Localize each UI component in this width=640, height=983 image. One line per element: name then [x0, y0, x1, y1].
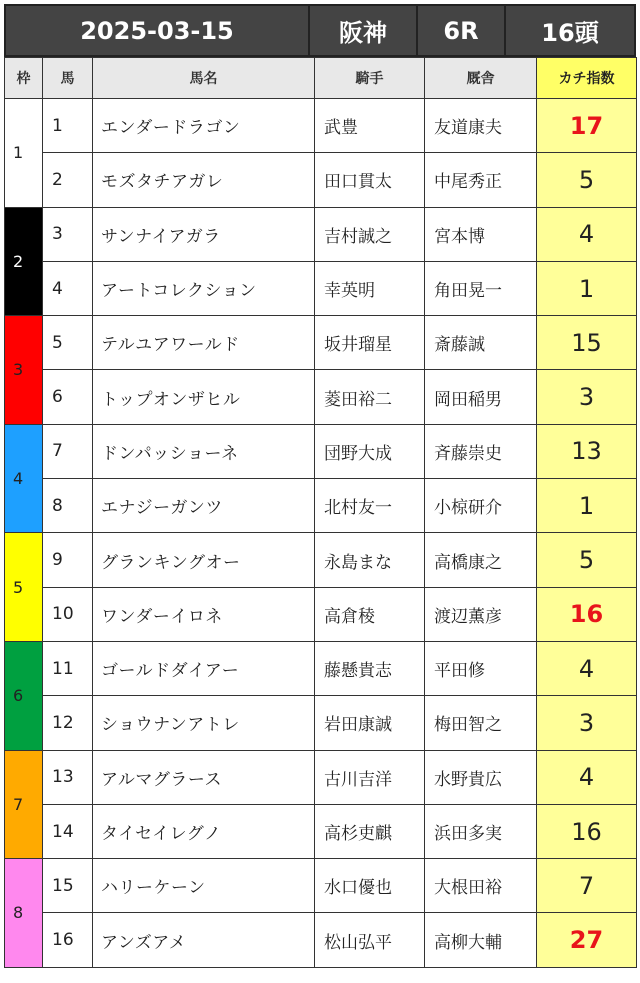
table-row	[5, 696, 637, 750]
race-date: 2025-03-15	[6, 6, 310, 55]
horse-name: テルユアワールド	[93, 316, 315, 370]
waku-cell: 1	[5, 99, 43, 208]
race-venue: 阪神	[310, 6, 418, 55]
horse-number: 15	[43, 859, 93, 913]
jockey-name: 吉村誠之	[315, 207, 425, 261]
jockey-name: 高倉稜	[315, 587, 425, 641]
kachi-score: 1	[537, 479, 637, 533]
trainer-name: 友道康夫	[425, 99, 537, 153]
trainer-name: 斉藤崇史	[425, 424, 537, 478]
jockey-name: 高杉吏麒	[315, 804, 425, 858]
table-row	[5, 153, 637, 207]
waku-cell: 4	[5, 424, 43, 533]
horse-name: ショウナンアトレ	[93, 696, 315, 750]
table-row	[5, 316, 637, 370]
horse-name: エナジーガンツ	[93, 479, 315, 533]
col-header-num: 馬	[43, 58, 93, 99]
jockey-name: 幸英明	[315, 261, 425, 315]
kachi-score: 15	[537, 316, 637, 370]
jockey-name: 団野大成	[315, 424, 425, 478]
horse-number: 9	[43, 533, 93, 587]
table-row	[5, 370, 637, 424]
table-row	[5, 99, 637, 153]
trainer-name: 梅田智之	[425, 696, 537, 750]
kachi-score: 4	[537, 750, 637, 804]
horse-name: ハリーケーン	[93, 859, 315, 913]
waku-cell: 3	[5, 316, 43, 425]
runner-count: 16頭	[541, 19, 599, 47]
horse-number: 14	[43, 804, 93, 858]
kachi-score: 4	[537, 641, 637, 695]
horse-number: 11	[43, 641, 93, 695]
horse-number: 8	[43, 479, 93, 533]
trainer-name: 水野貴広	[425, 750, 537, 804]
trainer-name: 浜田多実	[425, 804, 537, 858]
kachi-score: 7	[537, 859, 637, 913]
col-header-trainer: 厩舎	[425, 58, 537, 99]
table-row	[5, 261, 637, 315]
table-row	[5, 479, 637, 533]
horse-number: 7	[43, 424, 93, 478]
kachi-score: 13	[537, 424, 637, 478]
kachi-score: 4	[537, 207, 637, 261]
table-row	[5, 750, 637, 804]
horse-name: ワンダーイロネ	[93, 587, 315, 641]
kachi-score: 3	[537, 696, 637, 750]
horse-number: 10	[43, 587, 93, 641]
horse-name: サンナイアガラ	[93, 207, 315, 261]
table-row	[5, 804, 637, 858]
race-number: 6R	[418, 6, 506, 55]
jockey-name: 北村友一	[315, 479, 425, 533]
kachi-score: 1	[537, 261, 637, 315]
kachi-score: 5	[537, 153, 637, 207]
waku-cell: 5	[5, 533, 43, 642]
jockey-name: 水口優也	[315, 859, 425, 913]
trainer-name: 中尾秀正	[425, 153, 537, 207]
trainer-name: 渡辺薫彦	[425, 587, 537, 641]
horse-number: 12	[43, 696, 93, 750]
horse-number: 6	[43, 370, 93, 424]
table-row	[5, 859, 637, 913]
jockey-name: 藤懸貴志	[315, 641, 425, 695]
horse-number: 5	[43, 316, 93, 370]
table-row	[5, 424, 637, 478]
table-row	[5, 641, 637, 695]
table-row	[5, 207, 637, 261]
waku-cell: 2	[5, 207, 43, 316]
trainer-name: 岡田稲男	[425, 370, 537, 424]
horse-name: トップオンザヒル	[93, 370, 315, 424]
jockey-name: 永島まな	[315, 533, 425, 587]
trainer-name: 高橋康之	[425, 533, 537, 587]
table-row	[5, 913, 637, 967]
horse-number: 13	[43, 750, 93, 804]
kachi-score: 17	[537, 99, 637, 153]
horse-number: 16	[43, 913, 93, 967]
col-header-waku: 枠	[5, 58, 43, 99]
table-row	[5, 587, 637, 641]
jockey-name: 古川吉洋	[315, 750, 425, 804]
kachi-score: 16	[537, 587, 637, 641]
trainer-name: 宮本博	[425, 207, 537, 261]
trainer-name: 平田修	[425, 641, 537, 695]
horse-name: ドンパッショーネ	[93, 424, 315, 478]
col-header-score: カチ指数	[537, 58, 637, 99]
race-sheet	[4, 4, 636, 968]
trainer-name: 大根田裕	[425, 859, 537, 913]
horse-number: 1	[43, 99, 93, 153]
kachi-score: 3	[537, 370, 637, 424]
jockey-name: 松山弘平	[315, 913, 425, 967]
jockey-name: 坂井瑠星	[315, 316, 425, 370]
race-header	[4, 4, 636, 57]
horse-number: 3	[43, 207, 93, 261]
jockey-name: 武豊	[315, 99, 425, 153]
trainer-name: 角田晃一	[425, 261, 537, 315]
horse-name: ゴールドダイアー	[93, 641, 315, 695]
horse-name: アルマグラース	[93, 750, 315, 804]
trainer-name: 斎藤誠	[425, 316, 537, 370]
waku-cell: 6	[5, 641, 43, 750]
jockey-name: 菱田裕二	[315, 370, 425, 424]
kachi-score: 16	[537, 804, 637, 858]
trainer-name: 小椋研介	[425, 479, 537, 533]
jockey-name: 田口貫太	[315, 153, 425, 207]
entries-body	[5, 99, 637, 968]
horse-name: アートコレクション	[93, 261, 315, 315]
horse-name: タイセイレグノ	[93, 804, 315, 858]
col-header-name: 馬名	[93, 58, 315, 99]
waku-cell: 8	[5, 859, 43, 968]
trainer-name: 高柳大輔	[425, 913, 537, 967]
col-header-jockey: 騎手	[315, 58, 425, 99]
jockey-name: 岩田康誠	[315, 696, 425, 750]
waku-cell: 7	[5, 750, 43, 859]
table-row	[5, 533, 637, 587]
horse-name: モズタチアガレ	[93, 153, 315, 207]
kachi-score: 5	[537, 533, 637, 587]
horse-name: エンダードラゴン	[93, 99, 315, 153]
horse-name: アンズアメ	[93, 913, 315, 967]
horse-name: グランキングオー	[93, 533, 315, 587]
horse-number: 4	[43, 261, 93, 315]
horse-number: 2	[43, 153, 93, 207]
kachi-score: 27	[537, 913, 637, 967]
table-header-row	[5, 58, 637, 99]
entries-table	[4, 57, 637, 968]
